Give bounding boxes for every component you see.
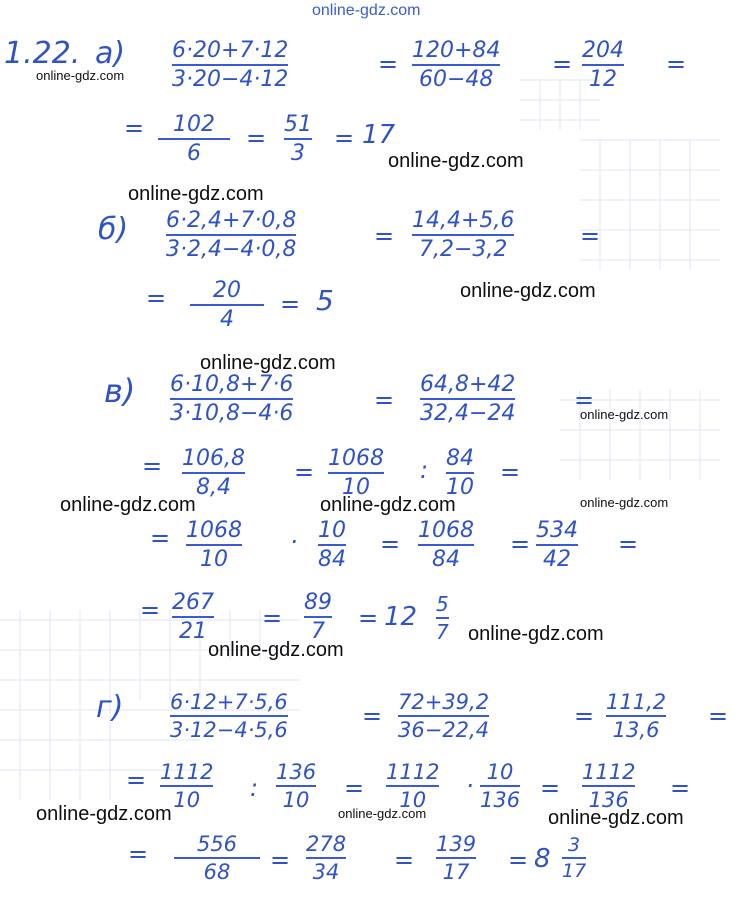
fraction-bar bbox=[420, 398, 515, 400]
denominator: 60−48 bbox=[419, 67, 494, 92]
numerator: 1068 bbox=[186, 518, 242, 543]
numerator: 64,8+42 bbox=[420, 372, 516, 397]
result-value: 17 bbox=[362, 120, 396, 150]
numerator: 6·2,4+7·0,8 bbox=[166, 208, 297, 233]
fraction-bar bbox=[562, 857, 586, 859]
equals-sign: = bbox=[140, 596, 161, 624]
fraction bbox=[446, 446, 474, 500]
fraction-bar bbox=[328, 472, 384, 474]
fraction-bar bbox=[398, 715, 489, 717]
equals-sign: = bbox=[540, 774, 561, 802]
numerator: 278 bbox=[306, 832, 347, 856]
numerator: 139 bbox=[436, 832, 477, 856]
fraction bbox=[182, 446, 245, 500]
fraction-bar bbox=[582, 785, 635, 787]
numerator: 14,4+5,6 bbox=[412, 208, 515, 233]
fraction-bar bbox=[186, 544, 242, 546]
fraction-bar bbox=[606, 715, 666, 717]
part-a-letter: а) bbox=[95, 36, 126, 71]
watermark: online-gdz.com bbox=[580, 495, 669, 510]
fraction-bar bbox=[158, 138, 230, 140]
equals-sign: = bbox=[552, 50, 573, 78]
numerator: 20 bbox=[213, 278, 241, 303]
multiplication-sign: · bbox=[290, 528, 298, 556]
denominator: 21 bbox=[179, 619, 207, 644]
numerator: 1112 bbox=[160, 760, 214, 784]
denominator: 10 bbox=[173, 788, 201, 812]
numerator: 120+84 bbox=[412, 38, 501, 63]
site-header-link[interactable]: online-gdz.com bbox=[312, 2, 421, 19]
watermark: online-gdz.com bbox=[36, 68, 125, 83]
part-g-letter: г) bbox=[96, 690, 124, 725]
equals-sign: = bbox=[394, 846, 415, 874]
equals-sign: = bbox=[380, 530, 401, 558]
equals-sign: = bbox=[670, 774, 691, 802]
denominator: 3 bbox=[291, 141, 305, 166]
denominator: 17 bbox=[442, 860, 470, 884]
fraction bbox=[170, 690, 288, 742]
denominator: 17 bbox=[562, 860, 587, 882]
denominator: 6 bbox=[187, 141, 201, 166]
denominator: 136 bbox=[480, 788, 521, 812]
fraction bbox=[318, 518, 346, 572]
fraction bbox=[186, 518, 242, 572]
part-v-letter: в) bbox=[104, 372, 136, 410]
denominator: 36−22,4 bbox=[398, 718, 490, 742]
numerator: 556 bbox=[196, 832, 238, 856]
fraction bbox=[306, 832, 346, 884]
fraction bbox=[276, 760, 316, 812]
fraction bbox=[398, 690, 489, 742]
fraction-bar bbox=[304, 616, 332, 618]
denominator: 3·2,4−4·0,8 bbox=[166, 237, 297, 262]
result-value: 5 bbox=[316, 284, 334, 317]
equals-sign: = bbox=[618, 530, 639, 558]
division-sign: : bbox=[420, 456, 429, 484]
denominator: 84 bbox=[432, 547, 460, 572]
equals-sign: = bbox=[374, 222, 395, 250]
fraction-bar bbox=[166, 234, 296, 236]
fraction-bar bbox=[412, 234, 514, 236]
equals-sign: = bbox=[150, 524, 171, 552]
watermark: online-gdz.com bbox=[460, 280, 596, 302]
fraction bbox=[582, 760, 635, 812]
equals-sign: = bbox=[294, 458, 315, 486]
equals-sign: = bbox=[262, 604, 283, 632]
fraction bbox=[166, 208, 296, 262]
watermark: online-gdz.com bbox=[580, 407, 669, 422]
fraction bbox=[536, 518, 578, 572]
watermark: online-gdz.com bbox=[36, 803, 172, 825]
fraction bbox=[174, 832, 260, 884]
watermark: online-gdz.com bbox=[468, 623, 604, 645]
equals-sign: = bbox=[246, 124, 267, 152]
numerator: 136 bbox=[276, 760, 317, 784]
fraction bbox=[562, 834, 586, 882]
watermark: online-gdz.com bbox=[548, 807, 684, 829]
denominator: 10 bbox=[282, 788, 310, 812]
numerator: 6·10,8+7·6 bbox=[170, 372, 294, 397]
numerator: 84 bbox=[446, 446, 474, 471]
equals-sign: = bbox=[128, 840, 149, 868]
equals-sign: = bbox=[270, 846, 291, 874]
fraction bbox=[284, 112, 312, 166]
division-sign: : bbox=[250, 774, 259, 802]
denominator: 7 bbox=[436, 620, 449, 644]
fraction-bar bbox=[480, 785, 520, 787]
numerator: 10 bbox=[486, 760, 514, 784]
numerator: 5 bbox=[436, 592, 449, 616]
denominator: 10 bbox=[200, 547, 228, 572]
equals-sign: = bbox=[580, 222, 601, 250]
fraction-bar bbox=[582, 64, 624, 66]
numerator: 1112 bbox=[582, 760, 636, 784]
watermark: online-gdz.com bbox=[128, 183, 264, 205]
fraction bbox=[420, 372, 515, 426]
multiplication-sign: · bbox=[466, 772, 474, 800]
equals-sign: = bbox=[378, 50, 399, 78]
fraction-bar bbox=[276, 785, 316, 787]
fraction bbox=[172, 38, 288, 92]
denominator: 84 bbox=[318, 547, 346, 572]
equals-sign: = bbox=[362, 702, 383, 730]
equals-sign: = bbox=[374, 386, 395, 414]
denominator: 7,2−3,2 bbox=[418, 237, 508, 262]
equals-sign: = bbox=[280, 290, 301, 318]
fraction-bar bbox=[436, 617, 449, 619]
fraction bbox=[582, 38, 624, 92]
equals-sign: = bbox=[358, 604, 379, 632]
fraction bbox=[172, 590, 214, 644]
numerator: 102 bbox=[173, 112, 215, 137]
numerator: 204 bbox=[582, 38, 624, 63]
mixed-number-whole: 8 bbox=[534, 844, 551, 874]
fraction bbox=[418, 518, 474, 572]
numerator: 10 bbox=[318, 518, 346, 543]
fraction-bar bbox=[284, 138, 312, 140]
fraction-bar bbox=[172, 616, 214, 618]
fraction bbox=[170, 372, 293, 426]
equals-sign: = bbox=[500, 458, 521, 486]
denominator: 68 bbox=[203, 860, 231, 884]
numerator: 51 bbox=[284, 112, 312, 137]
equals-sign: = bbox=[574, 386, 595, 414]
fraction-bar bbox=[386, 785, 439, 787]
denominator: 32,4−24 bbox=[420, 401, 516, 426]
numerator: 89 bbox=[304, 590, 332, 615]
equals-sign: = bbox=[508, 846, 529, 874]
fraction bbox=[158, 112, 230, 166]
denominator: 12 bbox=[589, 67, 617, 92]
fraction bbox=[304, 590, 332, 644]
numerator: 1112 bbox=[386, 760, 440, 784]
fraction-bar bbox=[318, 544, 346, 546]
numerator: 267 bbox=[172, 590, 214, 615]
numerator: 6·20+7·12 bbox=[172, 38, 289, 63]
equals-sign: = bbox=[146, 284, 167, 312]
fraction bbox=[328, 446, 384, 500]
fraction bbox=[480, 760, 520, 812]
fraction bbox=[606, 690, 666, 742]
fraction-bar bbox=[436, 857, 476, 859]
denominator: 3·10,8−4·6 bbox=[170, 401, 294, 426]
denominator: 3·12−4·5,6 bbox=[170, 718, 288, 742]
equals-sign: = bbox=[344, 774, 365, 802]
fraction bbox=[190, 278, 264, 332]
watermark: online-gdz.com bbox=[208, 639, 344, 661]
numerator: 1068 bbox=[418, 518, 474, 543]
fraction-bar bbox=[172, 64, 288, 66]
fraction-bar bbox=[182, 472, 245, 474]
equals-sign: = bbox=[126, 766, 147, 794]
watermark: online-gdz.com bbox=[200, 352, 336, 374]
fraction-bar bbox=[536, 544, 578, 546]
equals-sign: = bbox=[334, 124, 355, 152]
fraction bbox=[412, 38, 500, 92]
numerator: 106,8 bbox=[182, 446, 245, 471]
numerator: 1068 bbox=[328, 446, 384, 471]
denominator: 10 bbox=[399, 788, 427, 812]
problem-number: 1.22. bbox=[4, 36, 81, 71]
watermark: online-gdz.com bbox=[388, 150, 524, 172]
numerator: 534 bbox=[536, 518, 578, 543]
denominator: 8,4 bbox=[195, 475, 231, 500]
denominator: 13,6 bbox=[612, 718, 660, 742]
fraction-bar bbox=[412, 64, 500, 66]
equals-sign: = bbox=[142, 452, 163, 480]
fraction bbox=[386, 760, 439, 812]
numerator: 6·12+7·5,6 bbox=[170, 690, 288, 714]
numerator: 72+39,2 bbox=[398, 690, 490, 714]
denominator: 42 bbox=[543, 547, 571, 572]
numerator: 111,2 bbox=[606, 690, 667, 714]
equals-sign: = bbox=[574, 702, 595, 730]
watermark: online-gdz.com bbox=[320, 494, 456, 516]
equals-sign: = bbox=[124, 114, 145, 142]
equals-sign: = bbox=[666, 50, 687, 78]
equals-sign: = bbox=[708, 702, 729, 730]
denominator: 10 bbox=[342, 475, 370, 500]
fraction-bar bbox=[190, 304, 264, 306]
fraction-bar bbox=[306, 857, 346, 859]
denominator: 3·20−4·12 bbox=[172, 67, 289, 92]
part-b-letter: б) bbox=[98, 212, 129, 247]
watermark: online-gdz.com bbox=[60, 494, 196, 516]
fraction-bar bbox=[170, 715, 288, 717]
fraction bbox=[412, 208, 514, 262]
denominator: 7 bbox=[311, 619, 325, 644]
fraction-bar bbox=[160, 785, 213, 787]
fraction bbox=[436, 592, 449, 644]
fraction-bar bbox=[446, 472, 474, 474]
denominator: 4 bbox=[220, 307, 234, 332]
fraction-bar bbox=[170, 398, 293, 400]
numerator: 3 bbox=[568, 834, 581, 856]
denominator: 10 bbox=[446, 475, 474, 500]
denominator: 34 bbox=[312, 860, 340, 884]
watermark: online-gdz.com bbox=[338, 806, 427, 821]
fraction-bar bbox=[418, 544, 474, 546]
denominator: 136 bbox=[588, 788, 629, 812]
fraction bbox=[436, 832, 476, 884]
mixed-number-whole: 12 bbox=[384, 602, 418, 632]
equals-sign: = bbox=[510, 530, 531, 558]
fraction-bar bbox=[174, 857, 260, 859]
